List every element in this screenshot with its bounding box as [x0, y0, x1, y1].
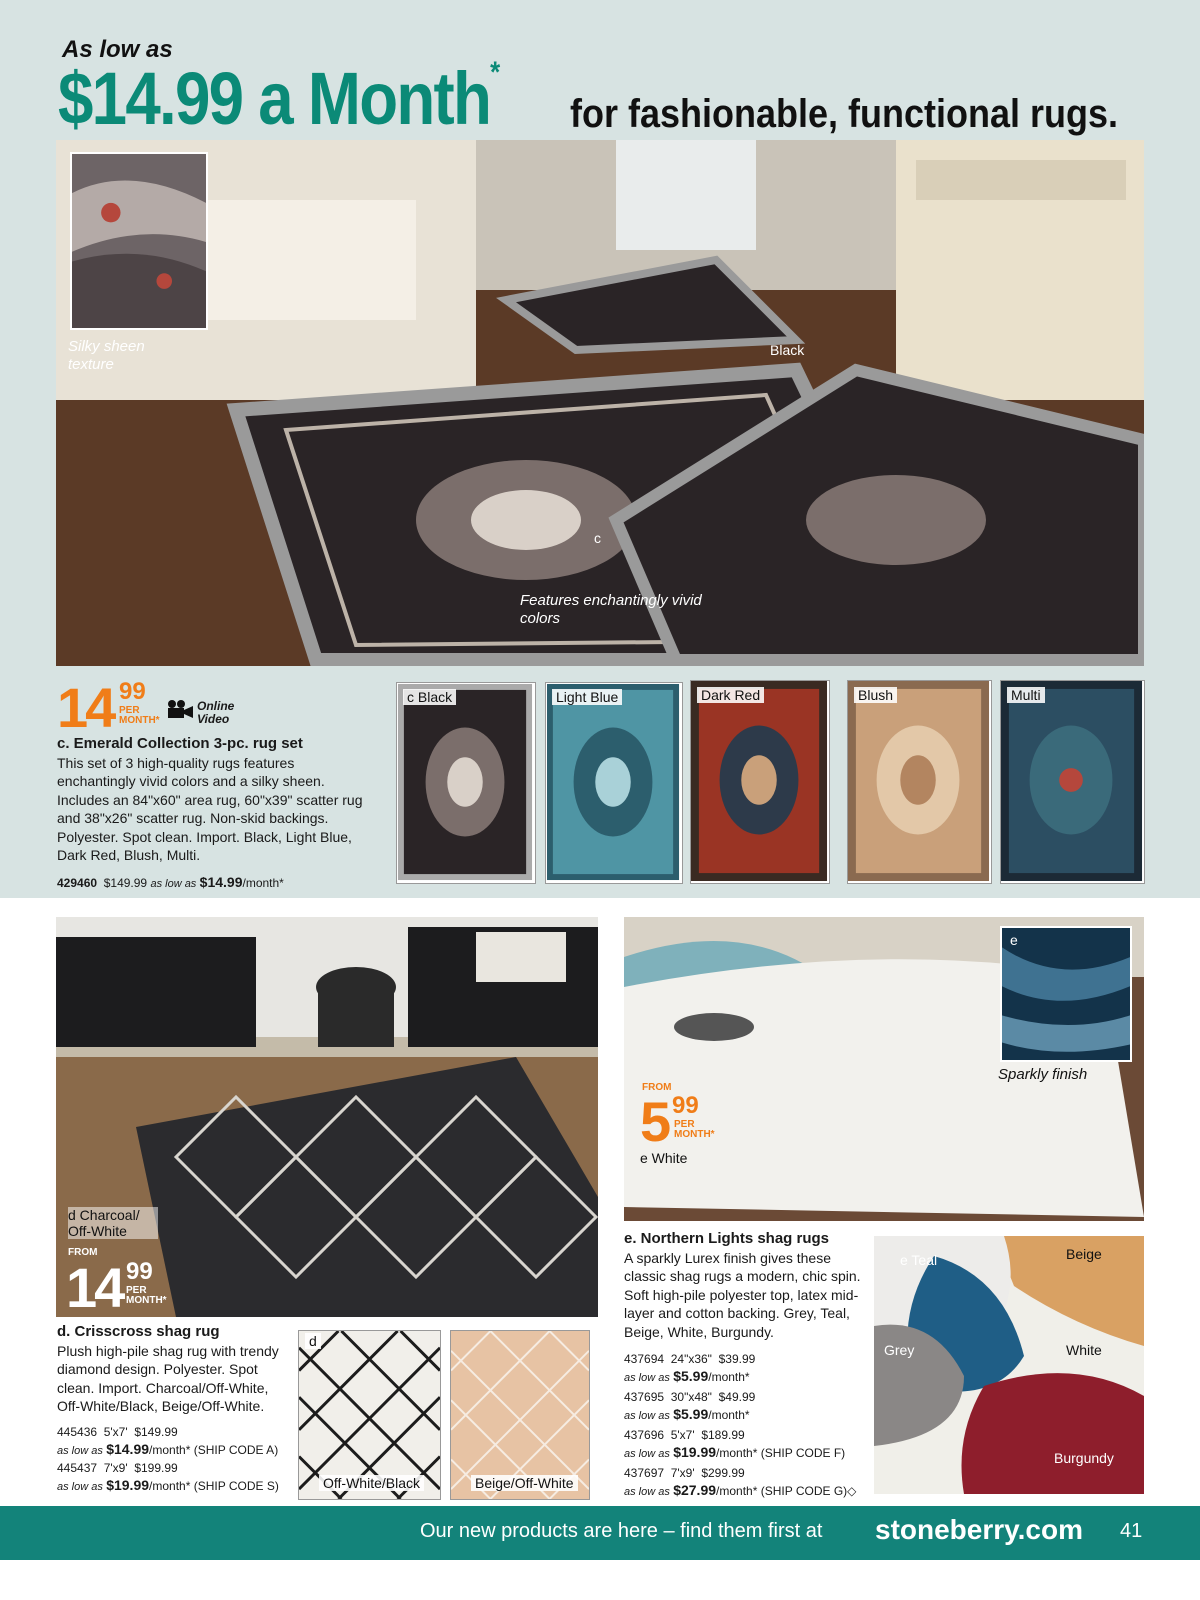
northern-order-2-monthly: as low as $5.99/month*	[624, 1406, 750, 1422]
silky-sheen-inset	[70, 152, 208, 330]
crisscross-order-2: 445437 7'x9' $199.99	[57, 1461, 178, 1475]
emerald-body: This set of 3 high-quality rugs features enchantingly vivid colors and a silky sheen. Includes an 84"x60" area rug, 60"x39" scatter rug and 38"x26" scatter rug. Non-skid backings. Polyester. Spot clean. Import. Black, Light Blue, Dark Red, Blush, Multi.	[57, 754, 363, 863]
northern-order-2: 437695 30"x48" $49.99	[624, 1390, 756, 1404]
swatch-multi[interactable]	[1000, 680, 1145, 884]
collage-white-label: White	[1066, 1342, 1102, 1358]
northern-title: e. Northern Lights shag rugs	[624, 1230, 830, 1247]
label-e: e	[1010, 932, 1018, 948]
swatch-blush[interactable]	[847, 680, 992, 884]
sparkly-caption: Sparkly finish	[998, 1066, 1088, 1083]
crisscross-description	[57, 1323, 287, 1416]
sparkly-inset	[1000, 926, 1132, 1062]
swatch-light-blue[interactable]	[545, 682, 683, 884]
collage-teal-label: e Teal	[900, 1252, 938, 1268]
crisscross-order-2-monthly: as low as $19.99/month* (SHIP CODE S)	[57, 1477, 279, 1493]
silky-sheen-caption: Silky sheen texture	[68, 338, 145, 373]
emerald-price-badge: 14 99 PER MONTH*	[57, 676, 160, 739]
swatch-dark-red[interactable]	[690, 680, 830, 884]
emerald-title: c. Emerald Collection 3-pc. rug set	[57, 735, 303, 752]
northern-order-1-monthly: as low as $5.99/month*	[624, 1368, 750, 1384]
collage-grey-label: Grey	[884, 1342, 915, 1358]
northern-from: FROM	[642, 1082, 672, 1093]
label-white: e White	[640, 1150, 688, 1166]
swatch-black-label: c Black	[403, 689, 456, 705]
label-black: Black	[770, 342, 805, 358]
page-number: 41	[1120, 1520, 1143, 1542]
video-camera-icon[interactable]	[166, 700, 194, 718]
crisscross-body: Plush high-pile shag rug with trendy diamond design. Polyester. Spot clean. Import. Charcoal/Off-White, Off-White/Black, Beige/Off-White.	[57, 1342, 279, 1414]
swatch-multi-label: Multi	[1007, 687, 1045, 703]
footer-text: Our new products are here – find them first at	[420, 1520, 823, 1542]
collage-beige-label: Beige	[1066, 1246, 1102, 1262]
swatch-dark-red-label: Dark Red	[697, 687, 764, 703]
northern-order-3: 437696 5'x7' $189.99	[624, 1428, 745, 1442]
northern-order-4: 437697 7'x9' $299.99	[624, 1466, 745, 1480]
footer-bar	[0, 1506, 1200, 1560]
footer-site-link[interactable]: stoneberry.com	[875, 1514, 1083, 1545]
northern-order-3-monthly: as low as $19.99/month* (SHIP CODE F)	[624, 1444, 846, 1460]
crisscross-from: FROM	[68, 1247, 98, 1258]
swatch-blush-label: Blush	[854, 687, 897, 703]
crisscross-order-1: 445436 5'x7' $149.99	[57, 1425, 178, 1439]
emerald-room-photo	[56, 140, 1144, 666]
northern-order-1: 437694 24"x36" $39.99	[624, 1352, 756, 1366]
crisscross-room-photo	[56, 917, 598, 1317]
swatch-light-blue-label: Light Blue	[552, 689, 622, 705]
hero-price: $14.99 a Month*	[58, 56, 499, 140]
swatch-black[interactable]	[396, 682, 536, 884]
northern-price-badge: 5 99 PER MONTH*	[640, 1090, 715, 1153]
emerald-description	[57, 735, 375, 865]
features-caption: Features enchantingly vivid colors	[520, 592, 702, 627]
crisscross-price-badge: 14 99 PER MONTH*	[66, 1256, 167, 1319]
northern-description	[624, 1230, 864, 1341]
emerald-order: 429460 $149.99 as low as $14.99/month*	[57, 874, 284, 890]
northern-body: A sparkly Lurex finish gives these classic shag rugs a modern, chic spin. Soft high-pile polyester top, latex mid-layer and cotton backing. Grey, Teal, Beige, White, Burgundy.	[624, 1249, 861, 1340]
collage-burgundy-label: Burgundy	[1054, 1450, 1114, 1466]
swatch-off-white-black-label: Off-White/Black	[319, 1475, 424, 1491]
crisscross-title: d. Crisscross shag rug	[57, 1323, 220, 1340]
northern-order-4-monthly: as low as $27.99/month* (SHIP CODE G)◇	[624, 1482, 857, 1498]
swatch-d-label: d	[305, 1333, 321, 1349]
crisscross-label: d Charcoal/ Off-White	[68, 1207, 158, 1239]
hero-as-low-as: As low as	[62, 36, 173, 63]
swatch-off-white-black[interactable]	[298, 1330, 441, 1500]
swatch-beige-off-white[interactable]	[450, 1330, 590, 1500]
hero-tagline: for fashionable, functional rugs.	[570, 92, 1119, 136]
label-c: c	[594, 530, 601, 546]
crisscross-order-1-monthly: as low as $14.99/month* (SHIP CODE A)	[57, 1441, 279, 1457]
online-video-label[interactable]: Online Video	[197, 699, 235, 726]
swatch-beige-off-white-label: Beige/Off-White	[471, 1475, 578, 1491]
